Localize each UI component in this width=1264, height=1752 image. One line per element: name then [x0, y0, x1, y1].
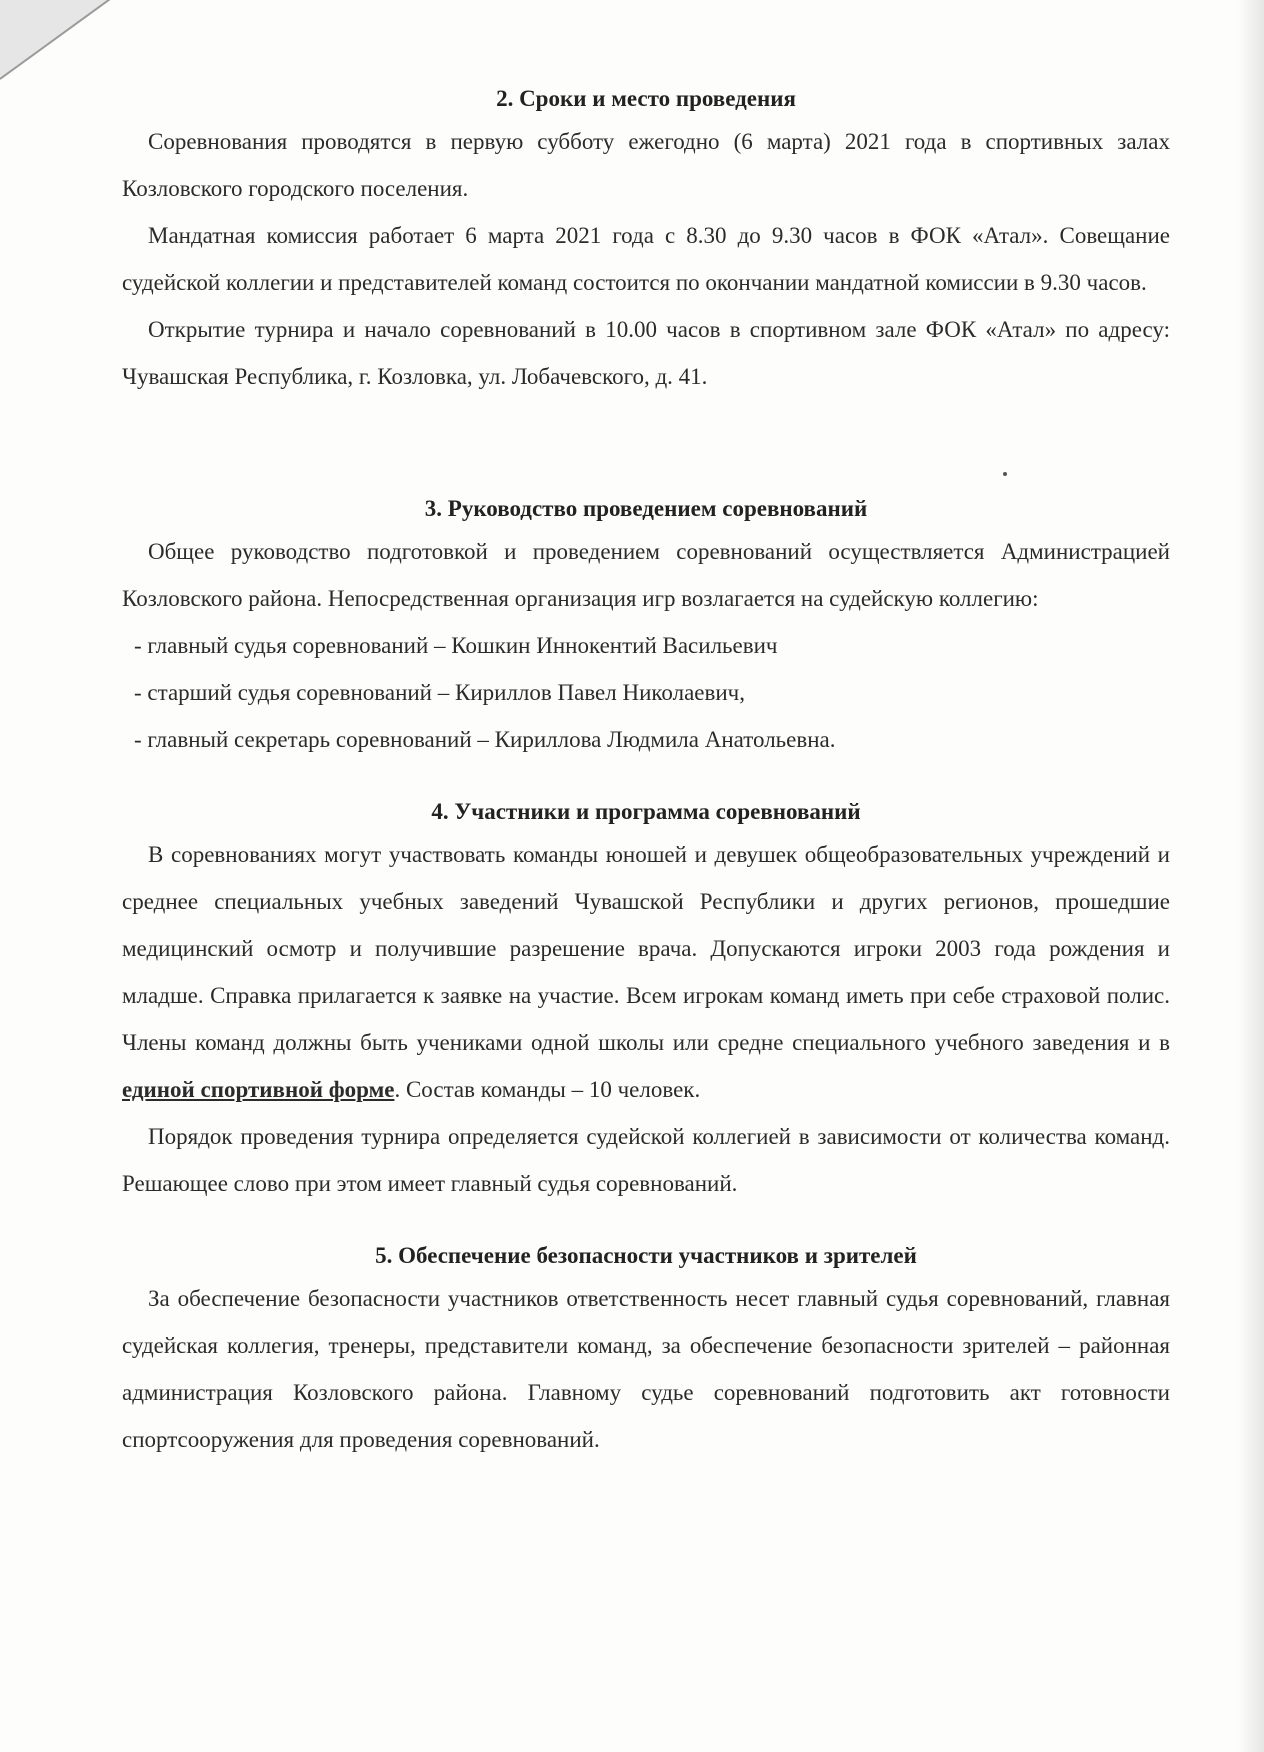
section-3-paragraph-1: Общее руководство подготовкой и проведением соревнований осуществляется Администрацией Козловского района. Непосредственная организация игр возлагается на судейскую коллегию:	[122, 539, 1170, 611]
section-heading-2: 2. Сроки и место проведения	[496, 86, 796, 111]
document-body	[122, 84, 1170, 1463]
uniform-emphasis: единой спортивной форме	[122, 1077, 395, 1102]
section-4-text-before: В соревнованиях могут участвовать команды юношей и девушек общеобразовательных учреждений и среднее специальных учебных заведений Чувашской Республики и других регионов, прошедшие медицинский осмотр и получившие разрешение врача. Допускаются игроки 2003 года рождения и младше. Справка прилагается к заявке на участие. Всем игрокам команд иметь при себе страховой полис. Члены команд должны быть учениками одной школы или средне специального учебного заведения и в	[122, 842, 1170, 1055]
section-5-paragraph-1: За обеспечение безопасности участников ответственность несет главный судья соревнований, главная судейская коллегия, тренеры, представители команд, за обеспечение безопасности зрителей – районная администрация Козловского района. Главному судье соревнований подготовить акт готовности спортсооружения для проведения соревнований.	[122, 1286, 1170, 1452]
section-2-paragraph-2: Мандатная комиссия работает 6 марта 2021 года с 8.30 до 9.30 часов в ФОК «Атал». Совещание судейской коллегии и представителей команд состоится по окончании мандатной комиссии в 9.30 часов.	[122, 223, 1170, 295]
section-heading-4: 4. Участники и программа соревнований	[431, 799, 861, 824]
section-4-text-after: . Состав команды – 10 человек.	[394, 1077, 701, 1102]
section-heading-3: 3. Руководство проведением соревнований	[424, 496, 868, 521]
section-heading-5: 5. Обеспечение безопасности участников и зрителей	[375, 1243, 917, 1268]
page-edge-shadow	[1238, 0, 1264, 1752]
section-4-paragraph-2: Порядок проведения турнира определяется судейской коллегией в зависимости от количества команд. Решающее слово при этом имеет главный судья соревнований.	[122, 1124, 1170, 1196]
referee-list-item: - старший судья соревнований – Кириллов Павел Николаевич,	[134, 680, 745, 705]
referee-list-item: - главный секретарь соревнований – Кириллова Людмила Анатольевна.	[134, 727, 836, 752]
section-4-paragraph-1	[122, 831, 1170, 1113]
section-2-paragraph-1: Соревнования проводятся в первую субботу ежегодно (6 марта) 2021 года в спортивных залах Козловского городского поселения.	[122, 129, 1170, 201]
section-2-paragraph-3: Открытие турнира и начало соревнований в 10.00 часов в спортивном зале ФОК «Атал» по адресу: Чувашская Республика, г. Козловка, ул. Лобачевского, д. 41.	[122, 317, 1170, 389]
referee-list-item: - главный судья соревнований – Кошкин Иннокентий Васильевич	[134, 633, 778, 658]
